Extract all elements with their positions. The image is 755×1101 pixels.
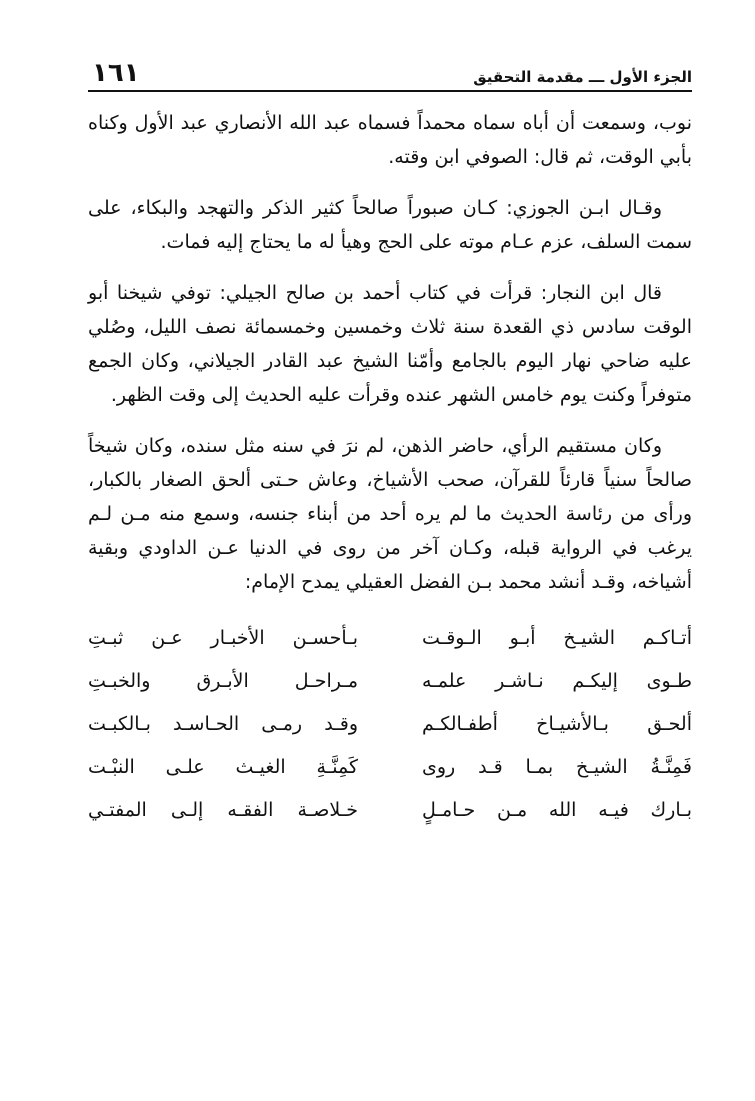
verse-second-hemistich: بـأحسـن الأخبـار عـن ثبـتِ <box>88 626 358 649</box>
paragraph: وقـال ابـن الجوزي: كـان صبوراً صالحاً كثير الذكر والتهجد والبكاء، على سمت السلف، عزم عـام موته على الحج وهيأ له ما يحتاج إليه فمات. <box>88 197 692 253</box>
book-page <box>88 56 692 831</box>
verse-first-hemistich: ألحـق بـالأشيـاخ أطفـالكـم <box>422 712 692 735</box>
body-text <box>88 106 692 599</box>
page-header <box>88 56 692 92</box>
verse-line <box>88 745 692 788</box>
verse-line <box>88 788 692 831</box>
paragraph: قال ابن النجار: قرأت في كتاب أحمد بن صالح الجيلي: توفي شيخنا أبو الوقت سادس ذي القعدة سنة ثلاث وخمسين وخمسمائة نصف الليل، وصُلي عليه ضاحي نهار اليوم بالجامع وأمّنا الشيخ عبد القادر الجيلاني، وكان الجمع متوفراً وكنت يوم خامس الشهر عنده وقرأت عليه الحديث إلى وقت الظهر. <box>88 282 692 406</box>
verse-second-hemistich: خـلاصـة الفقـه إلـى المفتـي <box>88 798 358 821</box>
verse-line <box>88 702 692 745</box>
paragraph: نوب، وسمعت أن أباه سماه محمداً فسماه عبد الله الأنصاري عبد الأول وكناه بأبي الوقت، ثم قال: الصوفي ابن وقته. <box>88 112 692 168</box>
verse-line <box>88 659 692 702</box>
verse-second-hemistich: مـراحـل الأبـرق والخبـتِ <box>88 669 358 692</box>
verse-second-hemistich: وقـد رمـى الحـاسـد بـالكبـت <box>88 712 358 735</box>
verse-first-hemistich: طـوى إليكـم نـاشـر علمـه <box>422 669 692 692</box>
page-number: ١٦١ <box>92 58 140 88</box>
verse-second-hemistich: كَمِنَّـةِ الغيـث علـى النبْـت <box>88 755 358 778</box>
paragraph: وكان مستقيم الرأي، حاضر الذهن، لم نرَ في سنه مثل سنده، وكان شيخاً صالحاً سنياً قارئاً للقرآن، صحب الأشياخ، وعاش حـتى ألحق الصغار بالكبار، ورأى من رئاسة الحديث ما لم يره أحد من أبناء جنسه، وسمع منه مـن لـم يرغب في الرواية قبله، وكـان آخر من روى في الدنيا عـن الداودي وبقية أشياخه، وقـد أنشد محمد بـن الفضل العقيلي يمدح الإمام: <box>88 435 692 593</box>
running-title: الجزء الأول ـــ مقدمة التحقيق <box>473 68 692 86</box>
poem <box>88 616 692 831</box>
verse-first-hemistich: بـارك فيـه الله مـن حـامـلٍ <box>422 798 692 821</box>
verse-line <box>88 616 692 659</box>
verse-first-hemistich: فَمِنَّـةُ الشيـخ بمـا قـد روى <box>422 755 692 778</box>
verse-first-hemistich: أتـاكـم الشيـخ أبـو الـوقـت <box>422 626 692 649</box>
